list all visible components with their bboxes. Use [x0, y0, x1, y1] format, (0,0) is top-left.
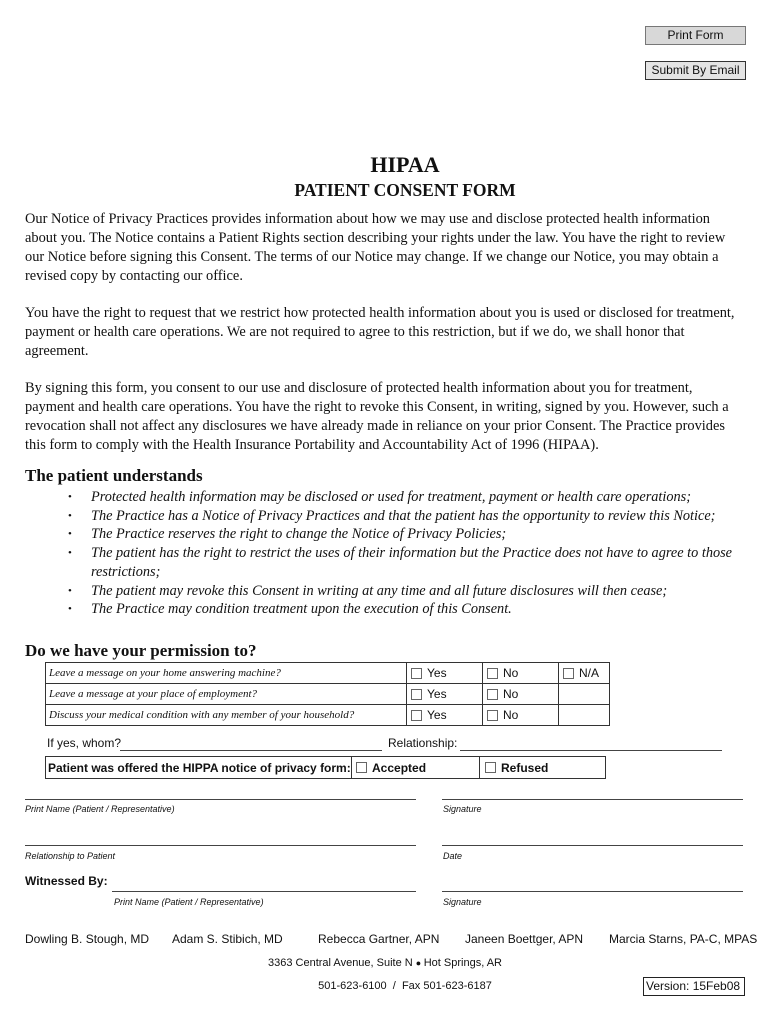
permission-question: Discuss your medical condition with any member of your household? [46, 705, 407, 726]
no-option[interactable] [483, 666, 558, 680]
no-label: No [503, 687, 519, 701]
relationship-field[interactable] [460, 750, 722, 751]
witness-print-name-label: Print Name (Patient / Representative) [114, 897, 264, 907]
checkbox[interactable] [485, 762, 496, 773]
checkbox[interactable] [487, 668, 498, 679]
date-field[interactable] [442, 845, 743, 846]
checkbox[interactable] [356, 762, 367, 773]
notice-offered-box [45, 756, 606, 779]
checkbox[interactable] [411, 710, 422, 721]
notice-offered-label: Patient was offered the HIPPA notice of privacy form: [48, 757, 352, 778]
empty-cell [559, 705, 610, 726]
na-label: N/A [579, 666, 600, 680]
relationship-to-patient-field[interactable] [25, 845, 416, 846]
table-row [46, 663, 610, 684]
if-yes-field[interactable] [120, 750, 382, 751]
yes-label: Yes [427, 666, 447, 680]
checkbox[interactable] [487, 710, 498, 721]
witness-signature-field[interactable] [442, 891, 743, 892]
list-item: • The patient has the right to restrict the uses of their information but the Practice does not have to agree to those restrictions; [60, 544, 760, 581]
yes-label: Yes [427, 708, 447, 722]
permission-question: Leave a message at your place of employment? [46, 684, 407, 705]
table-row [46, 705, 610, 726]
address-street: 3363 Central Avenue, Suite N [268, 957, 413, 969]
address [0, 957, 770, 969]
list-item: • Protected health information may be disclosed or used for treatment, payment or health care operations; [60, 488, 760, 507]
checkbox[interactable] [411, 668, 422, 679]
checkbox[interactable] [487, 689, 498, 700]
na-option[interactable] [559, 666, 609, 680]
signature-label: Signature [443, 804, 482, 814]
table-row [46, 684, 610, 705]
doctor-name: Rebecca Gartner, APN [318, 932, 440, 946]
doctor-name: Marcia Starns, PA-C, MPAS [609, 932, 758, 946]
yes-label: Yes [427, 687, 447, 701]
no-label: No [503, 666, 519, 680]
version-box: Version: 15Feb08 [643, 977, 745, 996]
if-yes-label: If yes, whom? [47, 736, 122, 750]
doctor-name: Janeen Boettger, APN [465, 932, 584, 946]
understands-heading: The patient understands [25, 466, 203, 485]
understands-list [60, 488, 760, 619]
no-option[interactable] [483, 687, 558, 701]
list-item: • The Practice may condition treatment upon the execution of this Consent. [60, 600, 760, 619]
form-title: HIPAA [370, 152, 440, 177]
checkbox[interactable] [563, 668, 574, 679]
print-form-button[interactable]: Print Form [645, 26, 746, 45]
empty-cell [559, 684, 610, 705]
restriction-paragraph: You have the right to request that we restrict how protected health information about you is used or disclosed for treatment, payment or health care operations. We are not required to agree to this restriction, but if we do, we shall honor that agreement. [25, 305, 735, 359]
address-city: Hot Springs, AR [423, 957, 502, 969]
yes-option[interactable] [407, 666, 482, 680]
print-name-field[interactable] [25, 799, 416, 800]
no-option[interactable] [483, 708, 558, 722]
yes-option[interactable] [407, 687, 482, 701]
submit-by-email-button[interactable]: Submit By Email [645, 61, 746, 80]
relationship-label: Relationship: [388, 736, 458, 750]
no-label: No [503, 708, 519, 722]
witness-print-name-field[interactable] [112, 891, 416, 892]
form-subtitle: PATIENT CONSENT FORM [294, 180, 516, 200]
permission-heading: Do we have your permission to? [25, 641, 257, 660]
print-name-label: Print Name (Patient / Representative) [25, 804, 175, 814]
checkbox[interactable] [411, 689, 422, 700]
doctor-name: Adam S. Stibich, MD [172, 932, 283, 946]
accepted-label: Accepted [372, 760, 427, 775]
list-item: • The Practice reserves the right to change the Notice of Privacy Policies; [60, 525, 760, 544]
phone-fax: 501-623-6100 / Fax 501-623-6187 [318, 980, 492, 992]
intro-paragraph: Our Notice of Privacy Practices provides information about how we may use and disclose protected health information about you. The Notice contains a Patient Rights section describing your rights under the law. You have the right to review our Notice before signing this Consent. The terms of our Notice may change. If we change our Notice, you may obtain a revised copy by contacting our office. [25, 211, 726, 284]
permission-table [45, 662, 610, 726]
consent-paragraph: By signing this form, you consent to our use and disclosure of protected health information about you for treatment, payment and health care operations. You have the right to revoke this Consent, in writing, signed by you. However, such a revocation shall not affect any disclosures we have already made in reliance on your prior Consent. The Practice provides this form to comply with the Health Insurance Portability and Accountability Act of 1996 (HIPAA). [25, 380, 729, 453]
witnessed-by-label: Witnessed By: [25, 874, 108, 888]
refused-label: Refused [501, 760, 549, 775]
relationship-to-patient-label: Relationship to Patient [25, 851, 116, 861]
witness-signature-label: Signature [443, 897, 482, 907]
list-item: • The Practice has a Notice of Privacy Practices and that the patient has the opportunity to review this Notice; [60, 507, 760, 526]
doctor-name: Dowling B. Stough, MD [25, 932, 150, 946]
accepted-option[interactable] [351, 757, 480, 778]
permission-question: Leave a message on your home answering machine? [46, 663, 407, 684]
bullet-separator-icon: ● [415, 958, 424, 968]
signature-field[interactable] [442, 799, 743, 800]
list-item: • The patient may revoke this Consent in writing at any time and all future disclosures will then cease; [60, 582, 760, 601]
date-label: Date [443, 851, 463, 861]
yes-option[interactable] [407, 708, 482, 722]
refused-option[interactable] [480, 757, 605, 778]
